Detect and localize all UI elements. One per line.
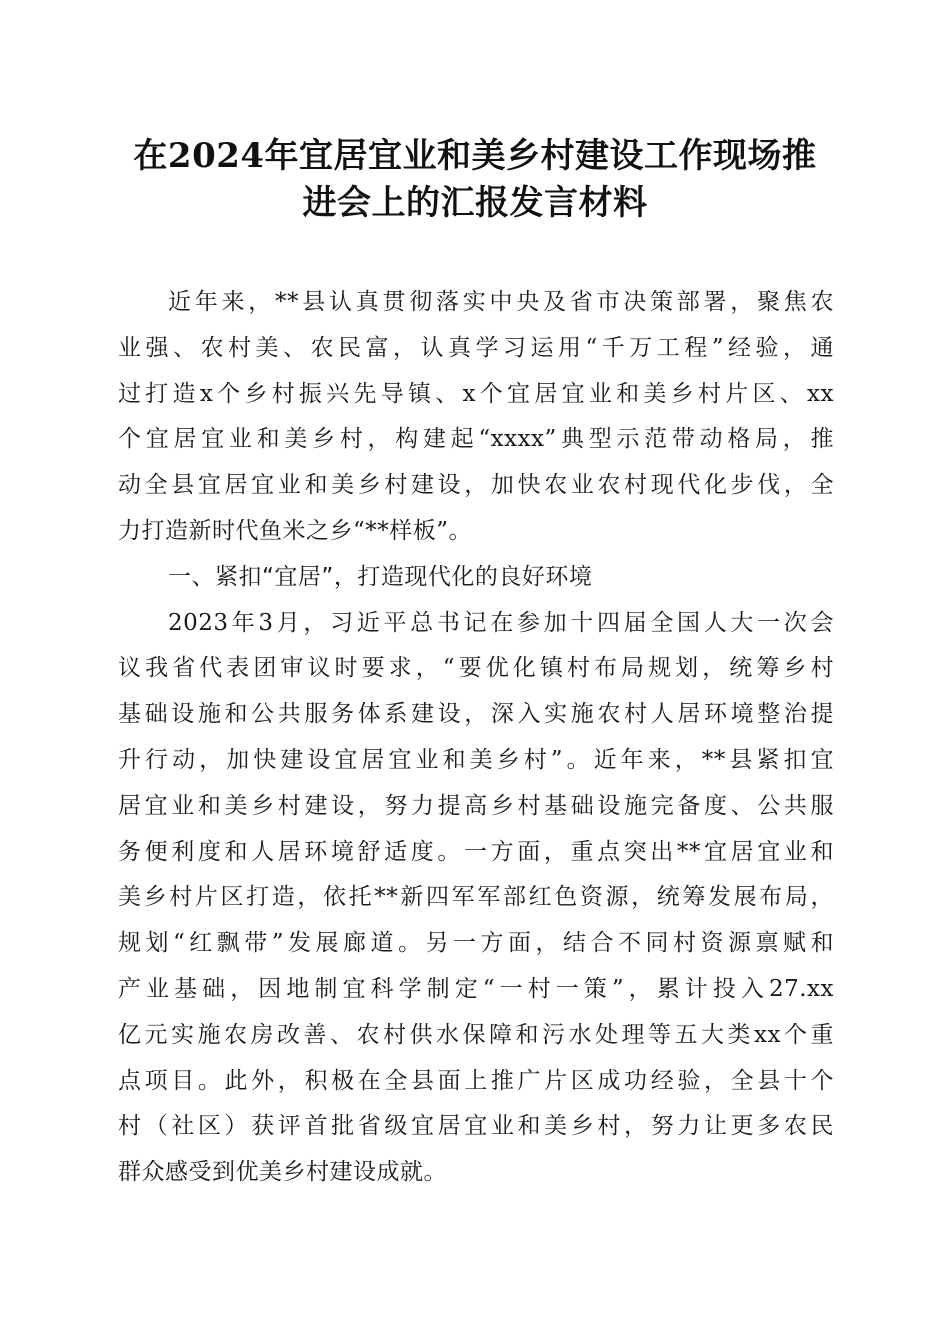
paragraph-line: 点项目。此外，积极在全县面上推广片区成功经验，全县十个: [118, 1067, 834, 1094]
paragraph-line: 美乡村片区打造，依托**新四军军部红色资源，统筹发展布局，: [118, 884, 834, 911]
paragraph-line: 个宜居宜业和美乡村，构建起“xxxx”典型示范带动格局，推: [118, 426, 834, 453]
intro-paragraph: [118, 280, 834, 555]
paragraph-line: 群众感受到优美乡村建设成就。: [118, 1159, 447, 1186]
paragraph-line: 亿元实施农房改善、农村供水保障和污水处理等五大类xx个重: [118, 1021, 834, 1048]
paragraph-line: 产业基础，因地制宜科学制定“一村一策”，累计投入27.xx: [118, 975, 834, 1002]
document-body: [118, 280, 834, 1196]
section-paragraph: [118, 601, 834, 1196]
paragraph-line: 近年来，**县认真贯彻落实中央及省市决策部署，聚焦农: [168, 289, 834, 315]
paragraph-line: 务便利度和人居环境舒适度。一方面，重点突出**宜居宜业和: [118, 838, 834, 865]
paragraph-line: 过打造x个乡村振兴先导镇、x个宜居宜业和美乡村片区、xx: [118, 380, 834, 407]
paragraph-line: 2023年3月，习近平总书记在参加十四届全国人大一次会: [168, 609, 834, 636]
document-title: [110, 133, 840, 227]
paragraph-line: 规划“红飘带”发展廊道。另一方面，结合不同村资源禀赋和: [118, 930, 834, 957]
section-heading: 一、紧扣“宜居”，打造现代化的良好环境: [168, 563, 593, 590]
title-line-2: 进会上的汇报发言材料: [302, 183, 648, 223]
paragraph-line: 村（社区）获评首批省级宜居宜业和美乡村，努力让更多农民: [118, 1113, 834, 1140]
paragraph-line: 居宜业和美乡村建设，努力提高乡村基础设施完备度、公共服: [118, 792, 834, 819]
paragraph-line: 动全县宜居宜业和美乡村建设，加快农业农村现代化步伐，全: [118, 472, 834, 499]
paragraph-line: 业强、农村美、农民富，认真学习运用“千万工程”经验，通: [118, 334, 834, 361]
paragraph-line: 力打造新时代鱼米之乡“**样板”。: [118, 517, 473, 544]
paragraph-line: 基础设施和公共服务体系建设，深入实施农村人居环境整治提: [118, 701, 834, 728]
title-line-1: 在2024年宜居宜业和美乡村建设工作现场推: [133, 136, 817, 176]
paragraph-line: 升行动，加快建设宜居宜业和美乡村”。近年来，**县紧扣宜: [118, 746, 834, 773]
paragraph-line: 议我省代表团审议时要求，“要优化镇村布局规划，统筹乡村: [118, 655, 834, 682]
